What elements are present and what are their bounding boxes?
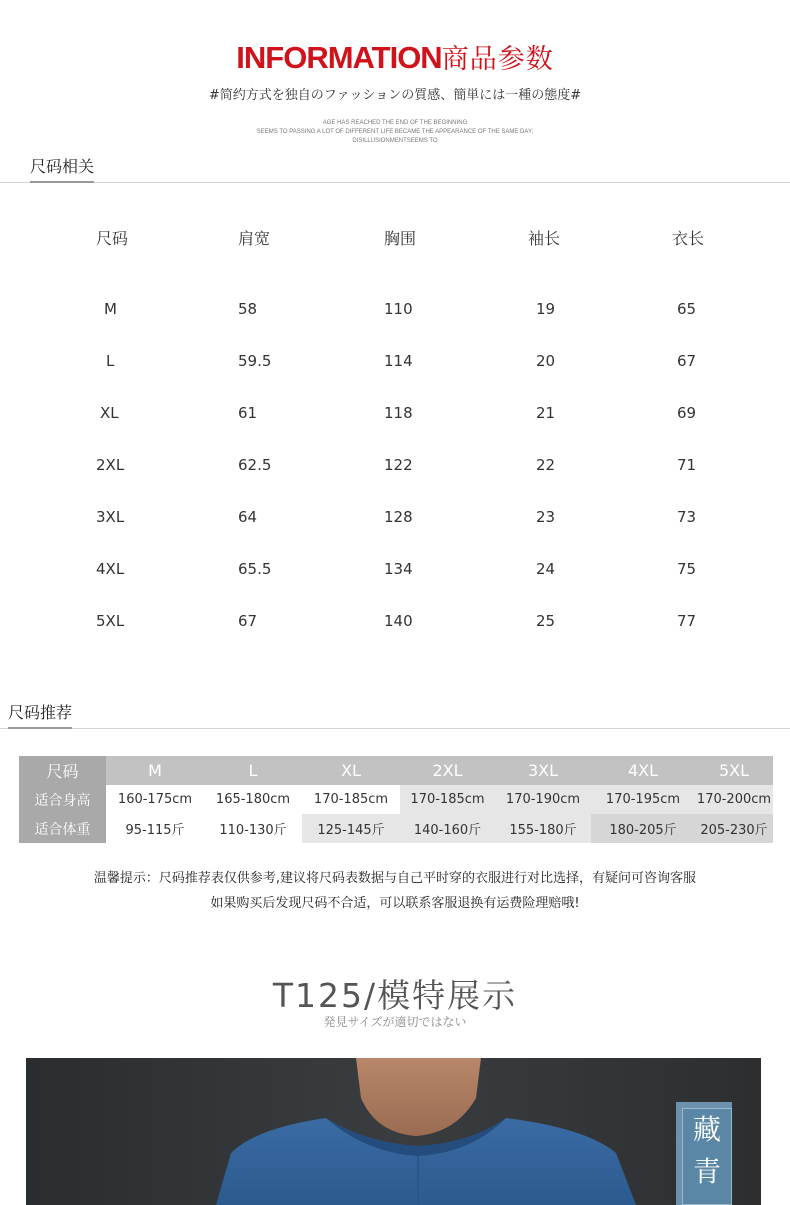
rec-height-cell: 165-180cm	[204, 785, 302, 814]
size-recommend-table	[19, 756, 773, 843]
rec-header-cell: M	[106, 756, 204, 785]
cell-chest: 134	[384, 560, 413, 578]
size-section-title: 尺码相关	[30, 154, 94, 183]
table-row	[0, 450, 790, 502]
col-header-size: 尺码	[96, 229, 129, 248]
size-section-heading	[0, 152, 790, 183]
header-subtitle: #简约方式を独自のファッションの質感、簡単には一種の態度#	[208, 88, 582, 103]
recommend-weight-row	[19, 814, 773, 843]
rec-weight-cell: 95-115斤	[106, 814, 204, 843]
info-header	[0, 40, 790, 146]
rec-header-cell: 5XL	[695, 756, 773, 785]
recommend-header-row	[19, 756, 773, 785]
col-header-sleeve: 袖长	[528, 229, 561, 248]
cell-sleeve: 21	[536, 404, 556, 422]
tagline-1: AGE HAS REACHED THE END OF THE BEGINNING	[322, 120, 468, 126]
cell-sleeve: 20	[536, 352, 556, 370]
table-row	[0, 294, 790, 346]
cell-sleeve: 22	[536, 456, 556, 474]
model-photo-illustration	[26, 1058, 761, 1205]
page-title	[0, 40, 790, 76]
title-en: INFORMATION	[236, 40, 442, 75]
cell-size: 2XL	[96, 456, 125, 474]
tips-line-1: 温馨提示：尺码推荐表仅供参考,建议将尺码表数据与自己平时穿的衣服进行对比选择，有疑问可咨询客服	[93, 871, 697, 886]
table-row	[0, 502, 790, 554]
cell-chest: 122	[384, 456, 413, 474]
rec-weight-cell: 140-160斤	[400, 814, 495, 843]
rec-header-cell: 4XL	[591, 756, 695, 785]
cell-size: XL	[100, 404, 119, 422]
cell-length: 67	[677, 352, 697, 370]
cell-shoulder: 61	[238, 404, 258, 422]
cell-shoulder: 65.5	[238, 560, 272, 578]
cell-chest: 114	[384, 352, 413, 370]
cell-sleeve: 25	[536, 612, 556, 630]
model-photo	[26, 1058, 761, 1205]
color-tag-label	[682, 1108, 732, 1205]
size-table	[0, 220, 790, 658]
cell-sleeve: 24	[536, 560, 556, 578]
rec-height-cell: 160-175cm	[106, 785, 204, 814]
model-title: T125/模特展示	[272, 976, 518, 1015]
rec-height-cell: 170-185cm	[302, 785, 400, 814]
col-header-shoulder: 肩宽	[238, 229, 271, 248]
cell-shoulder: 58	[238, 300, 258, 318]
cell-length: 73	[677, 508, 697, 526]
table-row	[0, 606, 790, 658]
cell-shoulder: 62.5	[238, 456, 272, 474]
cell-chest: 118	[384, 404, 413, 422]
rec-header-cell: 2XL	[400, 756, 495, 785]
cell-size: 5XL	[96, 612, 125, 630]
cell-sleeve: 19	[536, 300, 556, 318]
color-tag-char-1: 藏	[692, 1113, 721, 1146]
col-header-chest: 胸围	[384, 229, 417, 248]
recommend-section-title: 尺码推荐	[8, 700, 72, 729]
recommend-height-row	[19, 785, 773, 814]
rec-weight-cell: 110-130斤	[204, 814, 302, 843]
rec-weight-label: 适合体重	[19, 814, 106, 843]
rec-height-cell: 170-190cm	[495, 785, 591, 814]
cell-size: L	[106, 352, 115, 370]
cell-size: 3XL	[96, 508, 125, 526]
rec-height-cell: 170-200cm	[695, 785, 773, 814]
rec-height-cell: 170-185cm	[400, 785, 495, 814]
cell-size: M	[104, 300, 117, 318]
size-tips	[0, 866, 790, 916]
cell-chest: 140	[384, 612, 413, 630]
model-subtitle: 発見サイズが適切ではない	[323, 1015, 467, 1029]
size-table-header	[0, 220, 790, 294]
rec-header-label: 尺码	[19, 756, 106, 785]
table-row	[0, 346, 790, 398]
rec-header-cell: XL	[302, 756, 400, 785]
rec-weight-cell: 155-180斤	[495, 814, 591, 843]
table-row	[0, 398, 790, 450]
table-row	[0, 554, 790, 606]
col-header-length: 衣长	[672, 229, 705, 248]
color-tag-char-2: 青	[692, 1155, 721, 1188]
cell-length: 69	[677, 404, 697, 422]
cell-length: 71	[677, 456, 697, 474]
tips-line-2: 如果购买后发现尺码不合适，可以联系客服退换有运费险理赔哦!	[210, 896, 580, 911]
recommend-section-heading	[0, 698, 790, 729]
cell-length: 65	[677, 300, 697, 318]
rec-height-label: 适合身高	[19, 785, 106, 814]
cell-chest: 128	[384, 508, 413, 526]
cell-sleeve: 23	[536, 508, 556, 526]
rec-weight-cell: 125-145斤	[302, 814, 400, 843]
cell-shoulder: 59.5	[238, 352, 272, 370]
rec-weight-cell: 180-205斤	[591, 814, 695, 843]
cell-shoulder: 67	[238, 612, 258, 630]
rec-weight-cell: 205-230斤	[695, 814, 773, 843]
cell-length: 77	[677, 612, 697, 630]
title-cn: 商品参数	[441, 44, 554, 75]
rec-header-cell: L	[204, 756, 302, 785]
rec-height-cell: 170-195cm	[591, 785, 695, 814]
cell-shoulder: 64	[238, 508, 258, 526]
cell-chest: 110	[384, 300, 413, 318]
color-tag	[676, 1102, 732, 1205]
cell-size: 4XL	[96, 560, 125, 578]
tagline-3: DISILLUSIONMENTSEEMS TO	[352, 138, 438, 144]
cell-length: 75	[677, 560, 697, 578]
tagline-2: SEEMS TO PASSING A LOT OF DIFFERENT LIFE BECAME THE APPEARANCE OF THE SAME DAY;	[256, 129, 534, 135]
rec-header-cell: 3XL	[495, 756, 591, 785]
